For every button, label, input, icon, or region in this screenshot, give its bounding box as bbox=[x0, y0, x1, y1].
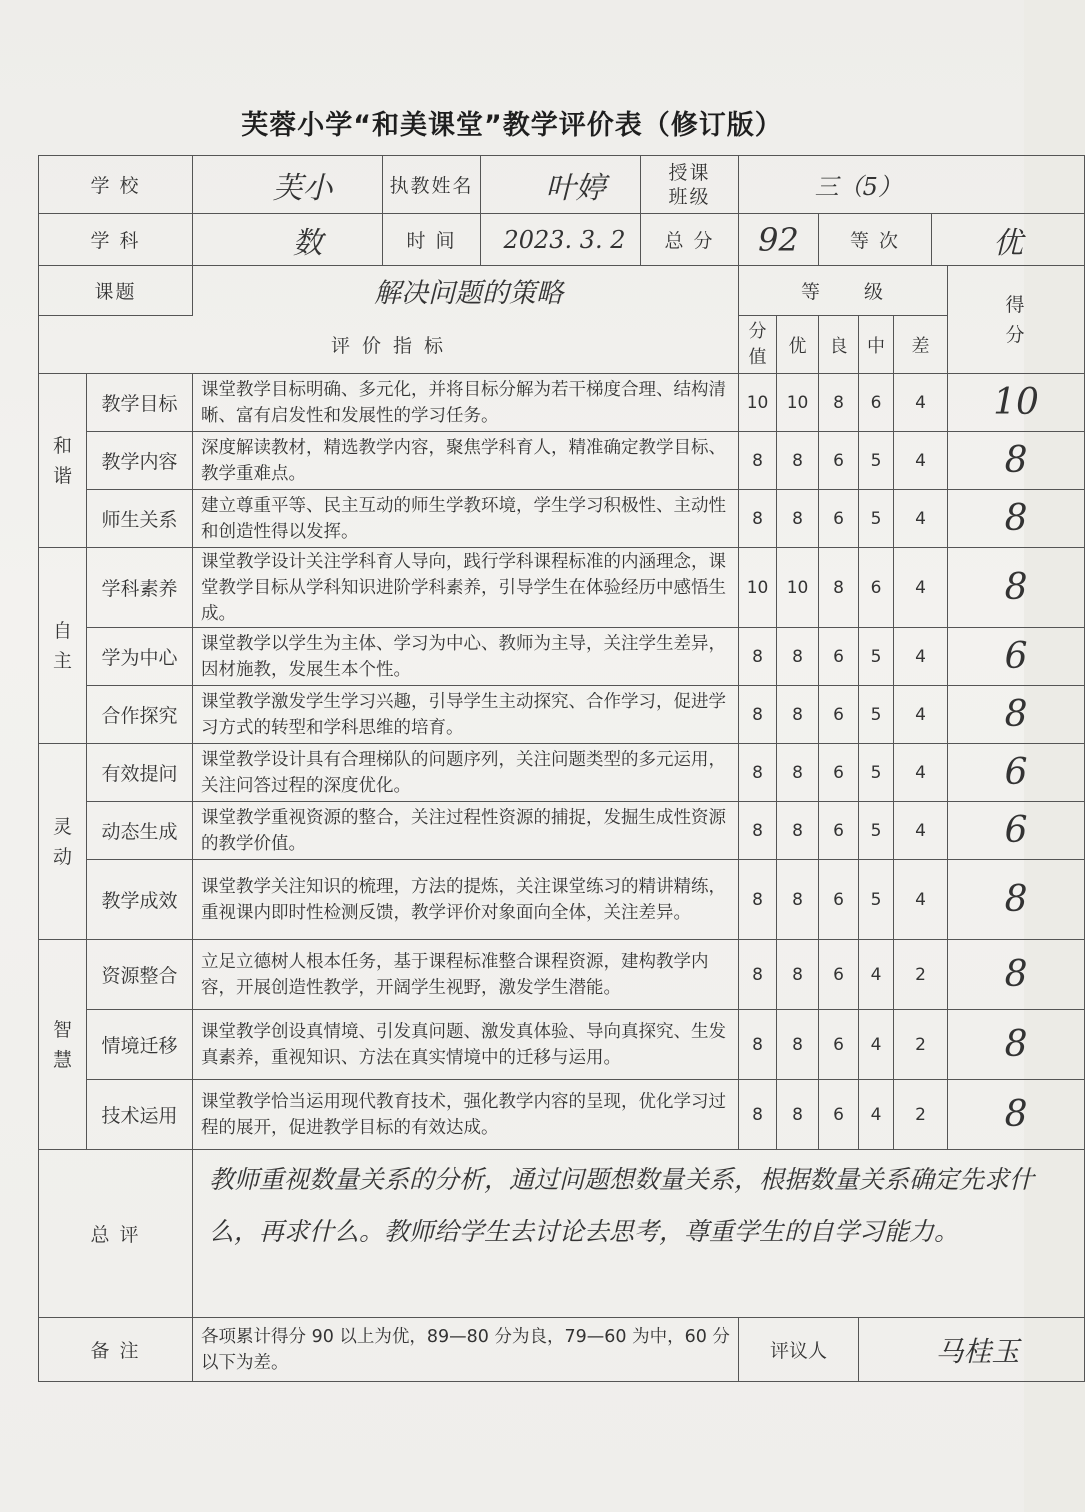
criterion-max-points: 8 bbox=[739, 802, 777, 860]
criterion-name: 合作探究 bbox=[87, 686, 193, 744]
criterion-name: 教学成效 bbox=[87, 860, 193, 940]
criterion-description: 课堂教学关注知识的梳理，方法的提炼，关注课堂练习的精讲精练，重视课内即时性检测反馈，教学评价对象面向全体，关注差异。 bbox=[193, 860, 739, 940]
criterion-name: 师生关系 bbox=[87, 490, 193, 548]
criterion-score: 10 bbox=[948, 374, 1085, 432]
class-label: 授课 班级 bbox=[641, 156, 739, 214]
criterion-excellent-points: 10 bbox=[777, 374, 819, 432]
criterion-poor-points: 4 bbox=[894, 490, 948, 548]
topic-row bbox=[39, 266, 1085, 316]
criteria-row bbox=[39, 686, 1085, 744]
excellent-label: 优 bbox=[777, 316, 819, 374]
criterion-good-points: 6 bbox=[819, 1080, 859, 1150]
criterion-name: 学为中心 bbox=[87, 628, 193, 686]
criteria-row bbox=[39, 548, 1085, 628]
criteria-row bbox=[39, 802, 1085, 860]
criterion-max-points: 8 bbox=[739, 1010, 777, 1080]
criterion-medium-points: 6 bbox=[859, 548, 894, 628]
criterion-description: 深度解读教材，精选教学内容，聚焦学科育人，精准确定教学目标、教学重难点。 bbox=[193, 432, 739, 490]
criterion-excellent-points: 8 bbox=[777, 1080, 819, 1150]
criterion-medium-points: 5 bbox=[859, 802, 894, 860]
criterion-excellent-points: 8 bbox=[777, 490, 819, 548]
criterion-good-points: 6 bbox=[819, 1010, 859, 1080]
criterion-description: 课堂教学重视资源的整合，关注过程性资源的捕捉，发掘生成性资源的教学价值。 bbox=[193, 802, 739, 860]
criteria-row bbox=[39, 490, 1085, 548]
indicator-header-row bbox=[39, 316, 1085, 374]
criterion-poor-points: 2 bbox=[894, 1010, 948, 1080]
criterion-good-points: 8 bbox=[819, 374, 859, 432]
criterion-score: 8 bbox=[948, 548, 1085, 628]
criterion-poor-points: 4 bbox=[894, 686, 948, 744]
criterion-good-points: 8 bbox=[819, 548, 859, 628]
criterion-poor-points: 4 bbox=[894, 548, 948, 628]
grade-value: 优 bbox=[932, 214, 1085, 266]
criterion-medium-points: 5 bbox=[859, 490, 894, 548]
criterion-medium-points: 5 bbox=[859, 432, 894, 490]
criterion-max-points: 8 bbox=[739, 490, 777, 548]
group-label: 自 主 bbox=[39, 548, 87, 744]
criterion-name: 有效提问 bbox=[87, 744, 193, 802]
criterion-score: 6 bbox=[948, 628, 1085, 686]
criterion-score: 6 bbox=[948, 744, 1085, 802]
criterion-excellent-points: 8 bbox=[777, 744, 819, 802]
criterion-poor-points: 4 bbox=[894, 374, 948, 432]
criteria-row bbox=[39, 374, 1085, 432]
summary-label: 总 评 bbox=[39, 1150, 193, 1318]
header-row-1 bbox=[39, 156, 1085, 214]
evaluator-label: 评议人 bbox=[739, 1318, 859, 1382]
criterion-medium-points: 4 bbox=[859, 940, 894, 1010]
criterion-medium-points: 4 bbox=[859, 1010, 894, 1080]
criterion-name: 技术运用 bbox=[87, 1080, 193, 1150]
grade-label: 等 次 bbox=[819, 214, 932, 266]
notes-text: 各项累计得分 90 以上为优，89—80 分为良，79—60 为中，60 分以下为差。 bbox=[193, 1318, 739, 1382]
teacher-value: 叶婷 bbox=[481, 156, 641, 214]
criterion-good-points: 6 bbox=[819, 686, 859, 744]
topic-value: 解决问题的策略 bbox=[193, 266, 739, 316]
criterion-max-points: 10 bbox=[739, 548, 777, 628]
criterion-excellent-points: 8 bbox=[777, 432, 819, 490]
criterion-good-points: 6 bbox=[819, 490, 859, 548]
criterion-good-points: 6 bbox=[819, 860, 859, 940]
criterion-max-points: 8 bbox=[739, 1080, 777, 1150]
criterion-excellent-points: 10 bbox=[777, 548, 819, 628]
group-label: 灵 动 bbox=[39, 744, 87, 940]
criterion-medium-points: 5 bbox=[859, 686, 894, 744]
criterion-poor-points: 4 bbox=[894, 628, 948, 686]
criterion-medium-points: 5 bbox=[859, 860, 894, 940]
score-column-label: 得 分 bbox=[948, 266, 1085, 374]
level-label: 等 级 bbox=[739, 266, 948, 316]
total-value: 92 bbox=[739, 214, 819, 266]
group-label: 和 谐 bbox=[39, 374, 87, 548]
good-label: 良 bbox=[819, 316, 859, 374]
criterion-max-points: 8 bbox=[739, 940, 777, 1010]
criterion-name: 教学内容 bbox=[87, 432, 193, 490]
criterion-description: 立足立德树人根本任务，基于课程标准整合课程资源，建构教学内容，开展创造性教学，开阔学生视野，激发学生潜能。 bbox=[193, 940, 739, 1010]
evaluator-signature: 马桂玉 bbox=[859, 1318, 1085, 1382]
criterion-description: 课堂教学恰当运用现代教育技术，强化教学内容的呈现，优化学习过程的展开，促进教学目标的有效达成。 bbox=[193, 1080, 739, 1150]
criterion-max-points: 8 bbox=[739, 432, 777, 490]
summary-row bbox=[39, 1150, 1085, 1318]
criteria-row bbox=[39, 1010, 1085, 1080]
criterion-good-points: 6 bbox=[819, 940, 859, 1010]
points-label: 分 值 bbox=[739, 316, 777, 374]
school-label: 学 校 bbox=[39, 156, 193, 214]
indicator-label: 评 价 指 标 bbox=[39, 316, 739, 374]
time-value: 2023. 3. 2 bbox=[481, 214, 641, 266]
criterion-excellent-points: 8 bbox=[777, 802, 819, 860]
page-title: 芙蓉小学“和美课堂”教学评价表（修订版） bbox=[241, 110, 783, 141]
criterion-poor-points: 4 bbox=[894, 802, 948, 860]
criterion-description: 课堂教学设计关注学科育人导向，践行学科课程标准的内涵理念，课堂教学目标从学科知识进阶学科素养，引导学生在体验经历中感悟生成。 bbox=[193, 548, 739, 628]
criterion-max-points: 8 bbox=[739, 744, 777, 802]
subject-label: 学 科 bbox=[39, 214, 193, 266]
criterion-poor-points: 2 bbox=[894, 1080, 948, 1150]
criterion-poor-points: 4 bbox=[894, 432, 948, 490]
criterion-max-points: 8 bbox=[739, 860, 777, 940]
criterion-description: 课堂教学目标明确、多元化，并将目标分解为若干梯度合理、结构清晰、富有启发性和发展性的学习任务。 bbox=[193, 374, 739, 432]
criteria-row bbox=[39, 940, 1085, 1010]
criterion-score: 8 bbox=[948, 686, 1085, 744]
notes-row bbox=[39, 1318, 1085, 1382]
criterion-good-points: 6 bbox=[819, 628, 859, 686]
criterion-good-points: 6 bbox=[819, 744, 859, 802]
criterion-name: 教学目标 bbox=[87, 374, 193, 432]
criterion-description: 课堂教学创设真情境、引发真问题、激发真体验、导向真探究、生发真素养，重视知识、方法在真实情境中的迁移与运用。 bbox=[193, 1010, 739, 1080]
criterion-excellent-points: 8 bbox=[777, 940, 819, 1010]
criteria-row bbox=[39, 860, 1085, 940]
criterion-poor-points: 4 bbox=[894, 860, 948, 940]
criterion-medium-points: 4 bbox=[859, 1080, 894, 1150]
criterion-excellent-points: 8 bbox=[777, 686, 819, 744]
criterion-score: 6 bbox=[948, 802, 1085, 860]
criterion-score: 8 bbox=[948, 490, 1085, 548]
criterion-medium-points: 6 bbox=[859, 374, 894, 432]
criterion-name: 情境迁移 bbox=[87, 1010, 193, 1080]
criteria-row bbox=[39, 1080, 1085, 1150]
topic-label: 课题 bbox=[39, 266, 193, 316]
criterion-poor-points: 4 bbox=[894, 744, 948, 802]
criterion-score: 8 bbox=[948, 1010, 1085, 1080]
school-value: 芙小 bbox=[193, 156, 383, 214]
criterion-name: 学科素养 bbox=[87, 548, 193, 628]
subject-value: 数 bbox=[193, 214, 383, 266]
criterion-max-points: 8 bbox=[739, 628, 777, 686]
teacher-label: 执教姓名 bbox=[383, 156, 481, 214]
criterion-max-points: 8 bbox=[739, 686, 777, 744]
criterion-description: 建立尊重平等、民主互动的师生学教环境，学生学习积极性、主动性和创造性得以发挥。 bbox=[193, 490, 739, 548]
criterion-good-points: 6 bbox=[819, 432, 859, 490]
evaluation-table bbox=[38, 155, 1085, 1382]
summary-comment: 教师重视数量关系的分析，通过问题想数量关系，根据数量关系确定先求什么，再求什么。教师给学生去讨论去思考，尊重学生的自学习能力。 bbox=[193, 1150, 1085, 1318]
criterion-description: 课堂教学设计具有合理梯队的问题序列，关注问题类型的多元运用，关注问答过程的深度优化。 bbox=[193, 744, 739, 802]
criteria-row bbox=[39, 628, 1085, 686]
criterion-name: 资源整合 bbox=[87, 940, 193, 1010]
criterion-name: 动态生成 bbox=[87, 802, 193, 860]
criterion-score: 8 bbox=[948, 940, 1085, 1010]
criteria-row bbox=[39, 744, 1085, 802]
total-label: 总 分 bbox=[641, 214, 739, 266]
criterion-excellent-points: 8 bbox=[777, 1010, 819, 1080]
header-row-2 bbox=[39, 214, 1085, 266]
criteria-row bbox=[39, 432, 1085, 490]
criterion-max-points: 10 bbox=[739, 374, 777, 432]
class-value: 三（5） bbox=[739, 156, 948, 214]
criterion-score: 8 bbox=[948, 1080, 1085, 1150]
criterion-description: 课堂教学以学生为主体、学习为中心、教师为主导，关注学生差异，因材施教，发展生本个性。 bbox=[193, 628, 739, 686]
criterion-good-points: 6 bbox=[819, 802, 859, 860]
medium-label: 中 bbox=[859, 316, 894, 374]
time-label: 时 间 bbox=[383, 214, 481, 266]
notes-label: 备 注 bbox=[39, 1318, 193, 1382]
group-label: 智 慧 bbox=[39, 940, 87, 1150]
criterion-description: 课堂教学激发学生学习兴趣，引导学生主动探究、合作学习，促进学习方式的转型和学科思维的培育。 bbox=[193, 686, 739, 744]
criterion-poor-points: 2 bbox=[894, 940, 948, 1010]
criterion-score: 8 bbox=[948, 432, 1085, 490]
criterion-medium-points: 5 bbox=[859, 628, 894, 686]
poor-label: 差 bbox=[894, 316, 948, 374]
criterion-excellent-points: 8 bbox=[777, 860, 819, 940]
criterion-medium-points: 5 bbox=[859, 744, 894, 802]
criterion-excellent-points: 8 bbox=[777, 628, 819, 686]
criterion-score: 8 bbox=[948, 860, 1085, 940]
